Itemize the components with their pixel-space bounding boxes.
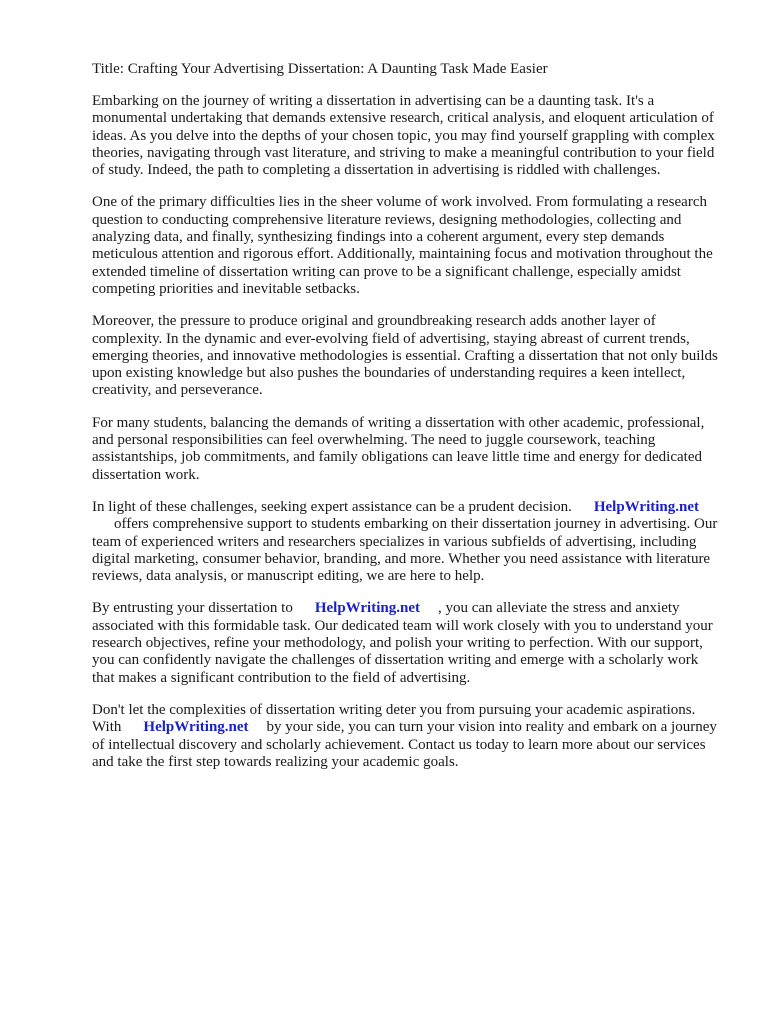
paragraph-entrusting (92, 600, 722, 686)
paragraph-text: offers comprehensive support to students embarking on their dissertation journey in advertising. Our team of experienced writers and researchers specializes in various subfields of advertising, including digital marketing, consumer behavior, branding, and more. Whether you need assistance with literature reviews, data analysis, or manuscript editing, we are here to help. (92, 516, 718, 585)
helpwriting-link[interactable]: HelpWriting.net (143, 719, 249, 736)
paragraph-intro: Embarking on the journey of writing a dissertation in advertising can be a daunting task. It's a monumental undertaking that demands extensive research, critical analysis, and eloquent articulation of ideas. As you delve into the depths of your chosen topic, you may find yourself grappling with complex theories, navigating through vast literature, and striving to make a meaningful contribution to your field of study. Indeed, the path to completing a dissertation in advertising is riddled with challenges. (92, 93, 715, 179)
paragraph-pressure: Moreover, the pressure to produce original and groundbreaking research adds another layer of complexity. In the dynamic and ever-evolving field of advertising, staying abreast of current trends, emerging theories, and innovative methodologies is essential. Crafting a dissertation that not only builds upon existing knowledge but also pushes the boundaries of understanding requires a keen intellect, creativity, and perseverance. (92, 313, 718, 399)
paragraph-text: In light of these challenges, seeking expert assistance can be a prudent decision. (92, 498, 572, 515)
paragraph-balance: For many students, balancing the demands of writing a dissertation with other academic, professional, and personal responsibilities can feel overwhelming. The need to juggle coursework, teaching assistantships, job commitments, and family obligations can leave little time and energy for dedicated dissertation work. (92, 414, 705, 483)
paragraph-text: by your side, you can turn your vision into reality and embark on a journey of intellectual discovery and scholarly achievement. Contact us today to learn more about our services and take the first step towards realizing your academic goals. (92, 719, 717, 770)
document-page (92, 60, 722, 786)
paragraph-expert-assistance (92, 499, 722, 585)
paragraph-text: By entrusting your dissertation to (92, 600, 293, 617)
paragraph-closing (92, 702, 722, 771)
paragraph-difficulties: One of the primary difficulties lies in the sheer volume of work involved. From formulating a research question to conducting comprehensive literature reviews, designing methodologies, collecting and analyzing data, and finally, synthesizing findings into a coherent argument, every step demands meticulous attention and rigorous effort. Additionally, maintaining focus and motivation throughout the extended timeline of dissertation writing can prove to be a significant challenge, especially amidst competing priorities and inevitable setbacks. (92, 194, 713, 297)
paragraph-text: , you can alleviate the stress and anxiety associated with this formidable task. Our dedicated team will work closely with you to understand your research objectives, refine your methodology, and polish your writing to perfection. With our support, you can confidently navigate the challenges of dissertation writing and emerge with a scholarly work that makes a significant contribution to the field of advertising. (92, 600, 713, 686)
document-title: Title: Crafting Your Advertising Dissertation: A Daunting Task Made Easier (92, 61, 548, 77)
paragraph-text: Don't let the complexities of dissertation writing deter you from pursuing your academic aspirations. With (92, 701, 696, 736)
helpwriting-link[interactable]: HelpWriting.net (593, 498, 699, 515)
helpwriting-link[interactable]: HelpWriting.net (314, 600, 420, 617)
